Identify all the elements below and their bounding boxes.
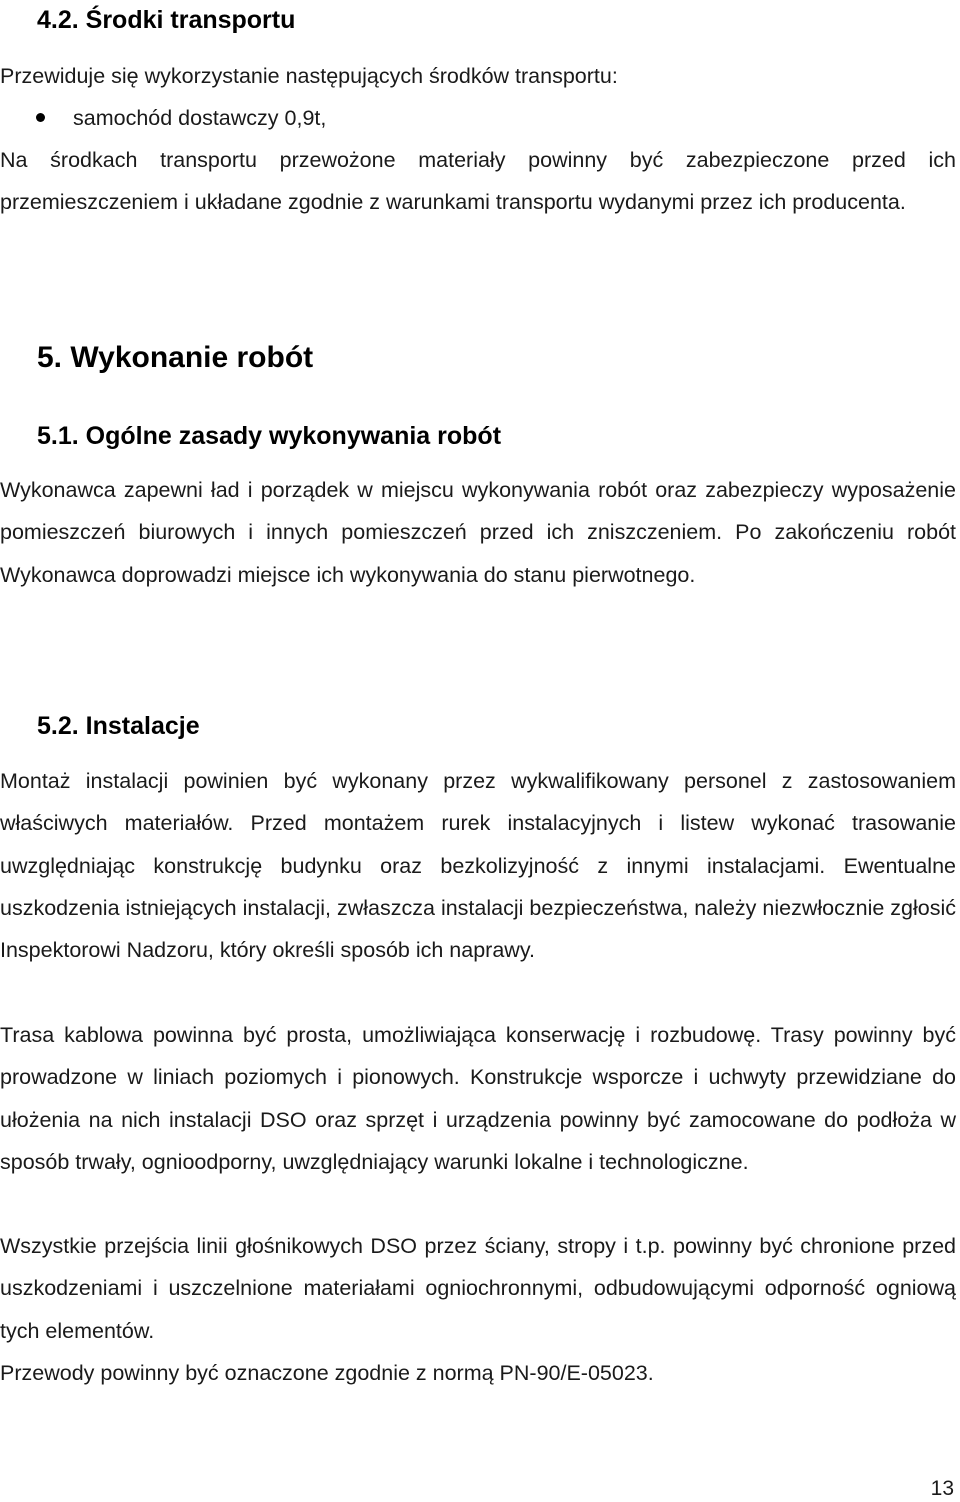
list-item bbox=[0, 97, 326, 139]
section-4-2-intro: Przewiduje się wykorzystanie następujących środków transportu: bbox=[0, 64, 618, 88]
section-5-2-paragraph-4: Przewody powinny być oznaczone zgodnie z normą PN-90/E-05023. bbox=[0, 1361, 654, 1385]
section-heading-5-1: 5.1. Ogólne zasady wykonywania robót bbox=[37, 422, 502, 450]
section-4-2-body: Na środkach transportu przewożone materiały powinny być zabezpieczone przed ich przemieszczeniem i układane zgodnie z warunkami transportu wydanymi przez ich producenta. bbox=[0, 148, 956, 215]
section-heading-4-2: 4.2. Środki transportu bbox=[37, 6, 296, 34]
page-number: 13 bbox=[930, 1477, 954, 1500]
section-5-1-body: Wykonawca zapewni ład i porządek w miejscu wykonywania robót oraz zabezpieczy wyposażenie pomieszczeń biurowych i innych pomieszczeń przed ich zniszczeniem. Po zakończeniu robót Wykonawca doprowadzi miejsce ich wykonywania do stanu pierwotnego. bbox=[0, 478, 956, 587]
section-5-2-paragraph-3: Wszystkie przejścia linii głośnikowych DSO przez ściany, stropy i t.p. powinny być chronione przed uszkodzeniami i uszczelnione materiałami ogniochronnymi, odbudowującymi odporność ogniową tych elementów. bbox=[0, 1234, 956, 1343]
transport-list bbox=[0, 97, 326, 139]
section-heading-5-2: 5.2. Instalacje bbox=[37, 712, 200, 740]
list-item-text: samochód dostawczy 0,9t, bbox=[73, 106, 327, 130]
bullet-icon bbox=[36, 113, 45, 122]
section-5-2-paragraph-1: Montaż instalacji powinien być wykonany przez wykwalifikowany personel z zastosowaniem właściwych materiałów. Przed montażem rurek instalacyjnych i listew wykonać trasowanie uwzględniając konstrukcję budynku oraz bezkolizyjność z innymi instalacjami. Ewentualne uszkodzenia istniejących instalacji, zwłaszcza instalacji bezpieczeństwa, należy niezwłocznie zgłosić Inspektorowi Nadzoru, który określi sposób ich naprawy. bbox=[0, 769, 956, 963]
section-heading-5: 5. Wykonanie robót bbox=[37, 341, 314, 374]
section-5-2-paragraph-2: Trasa kablowa powinna być prosta, umożliwiająca konserwację i rozbudowę. Trasy powinny być prowadzone w liniach poziomych i pionowych. Konstrukcje wsporcze i uchwyty przewidziane do ułożenia na nich instalacji DSO oraz sprzęt i urządzenia powinny być zamocowane do podłoża w sposób trwały, ognioodporny, uwzględniający warunki lokalne i technologiczne. bbox=[0, 1023, 956, 1174]
